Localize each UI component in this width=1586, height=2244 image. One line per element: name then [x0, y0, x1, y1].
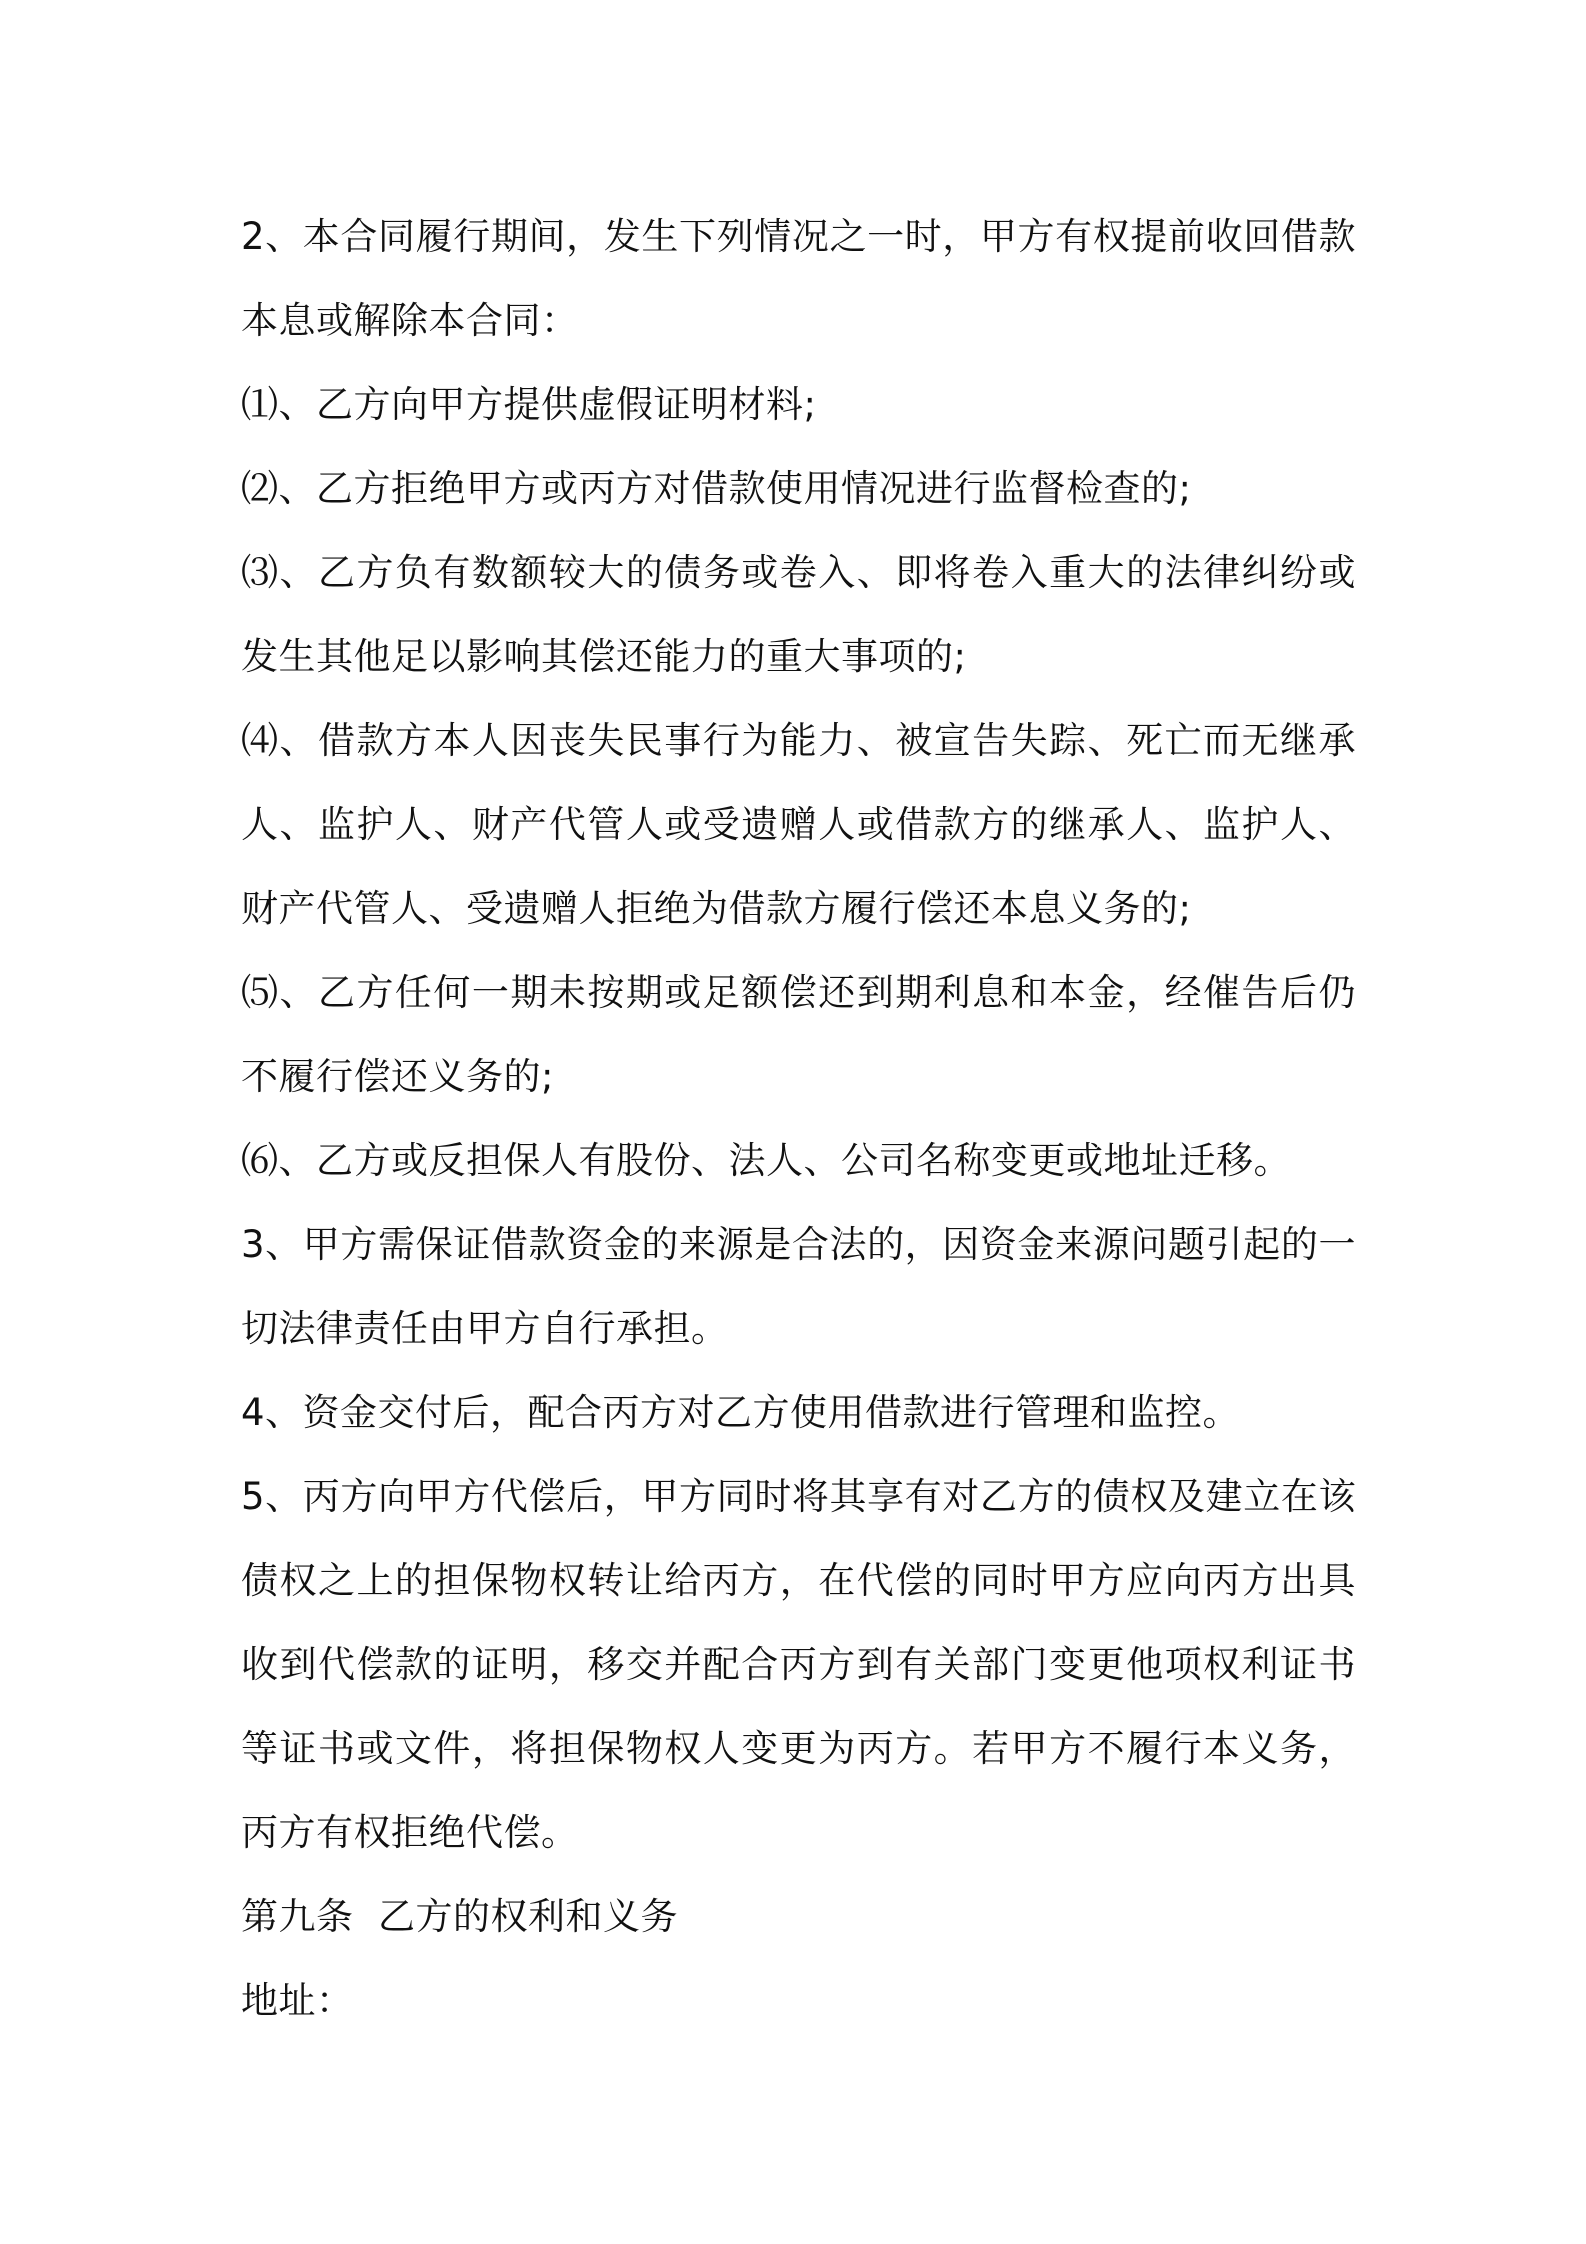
- clause-4-paragraph: 4、资金交付后，配合丙方对乙方使用借款进行管理和监控。: [241, 1391, 1241, 1434]
- clause-item-2-paragraph: ⑵、乙方拒绝甲方或丙方对借款使用情况进行监督检查的;: [241, 467, 1192, 510]
- clause-item-1-paragraph: ⑴、乙方向甲方提供虚假证明材料;: [241, 383, 817, 426]
- clause-5-paragraph: 5、丙方向甲方代偿后，甲方同时将其享有对乙方的债权及建立在该债权之上的担保物权转让给丙方，在代偿的同时甲方应向丙方出具收到代偿款的证明，移交并配合丙方到有关部门变更他项权利证书等证书或文件，将担保物权人变更为丙方。若甲方不履行本义务，丙方有权拒绝代偿。: [241, 1475, 1356, 1854]
- address-label: 地址：: [241, 1979, 354, 2022]
- document-body: [241, 195, 1356, 2043]
- clause-3-paragraph: 3、甲方需保证借款资金的来源是合法的，因资金来源问题引起的一切法律责任由甲方自行承担。: [241, 1223, 1356, 1350]
- clause-2-paragraph: 2、本合同履行期间，发生下列情况之一时，甲方有权提前收回借款本息或解除本合同：: [241, 215, 1356, 342]
- clause-item-4-paragraph: ⑷、借款方本人因丧失民事行为能力、被宣告失踪、死亡而无继承人、监护人、财产代管人或受遗赠人或借款方的继承人、监护人、财产代管人、受遗赠人拒绝为借款方履行偿还本息义务的;: [241, 719, 1356, 930]
- article-9-heading: 第九条 乙方的权利和义务: [241, 1895, 679, 1938]
- clause-item-3-paragraph: ⑶、乙方负有数额较大的债务或卷入、即将卷入重大的法律纠纷或发生其他足以影响其偿还能力的重大事项的;: [241, 551, 1356, 678]
- clause-item-6-paragraph: ⑹、乙方或反担保人有股份、法人、公司名称变更或地址迁移。: [241, 1139, 1291, 1182]
- clause-item-5-paragraph: ⑸、乙方任何一期未按期或足额偿还到期利息和本金，经催告后仍不履行偿还义务的;: [241, 971, 1356, 1098]
